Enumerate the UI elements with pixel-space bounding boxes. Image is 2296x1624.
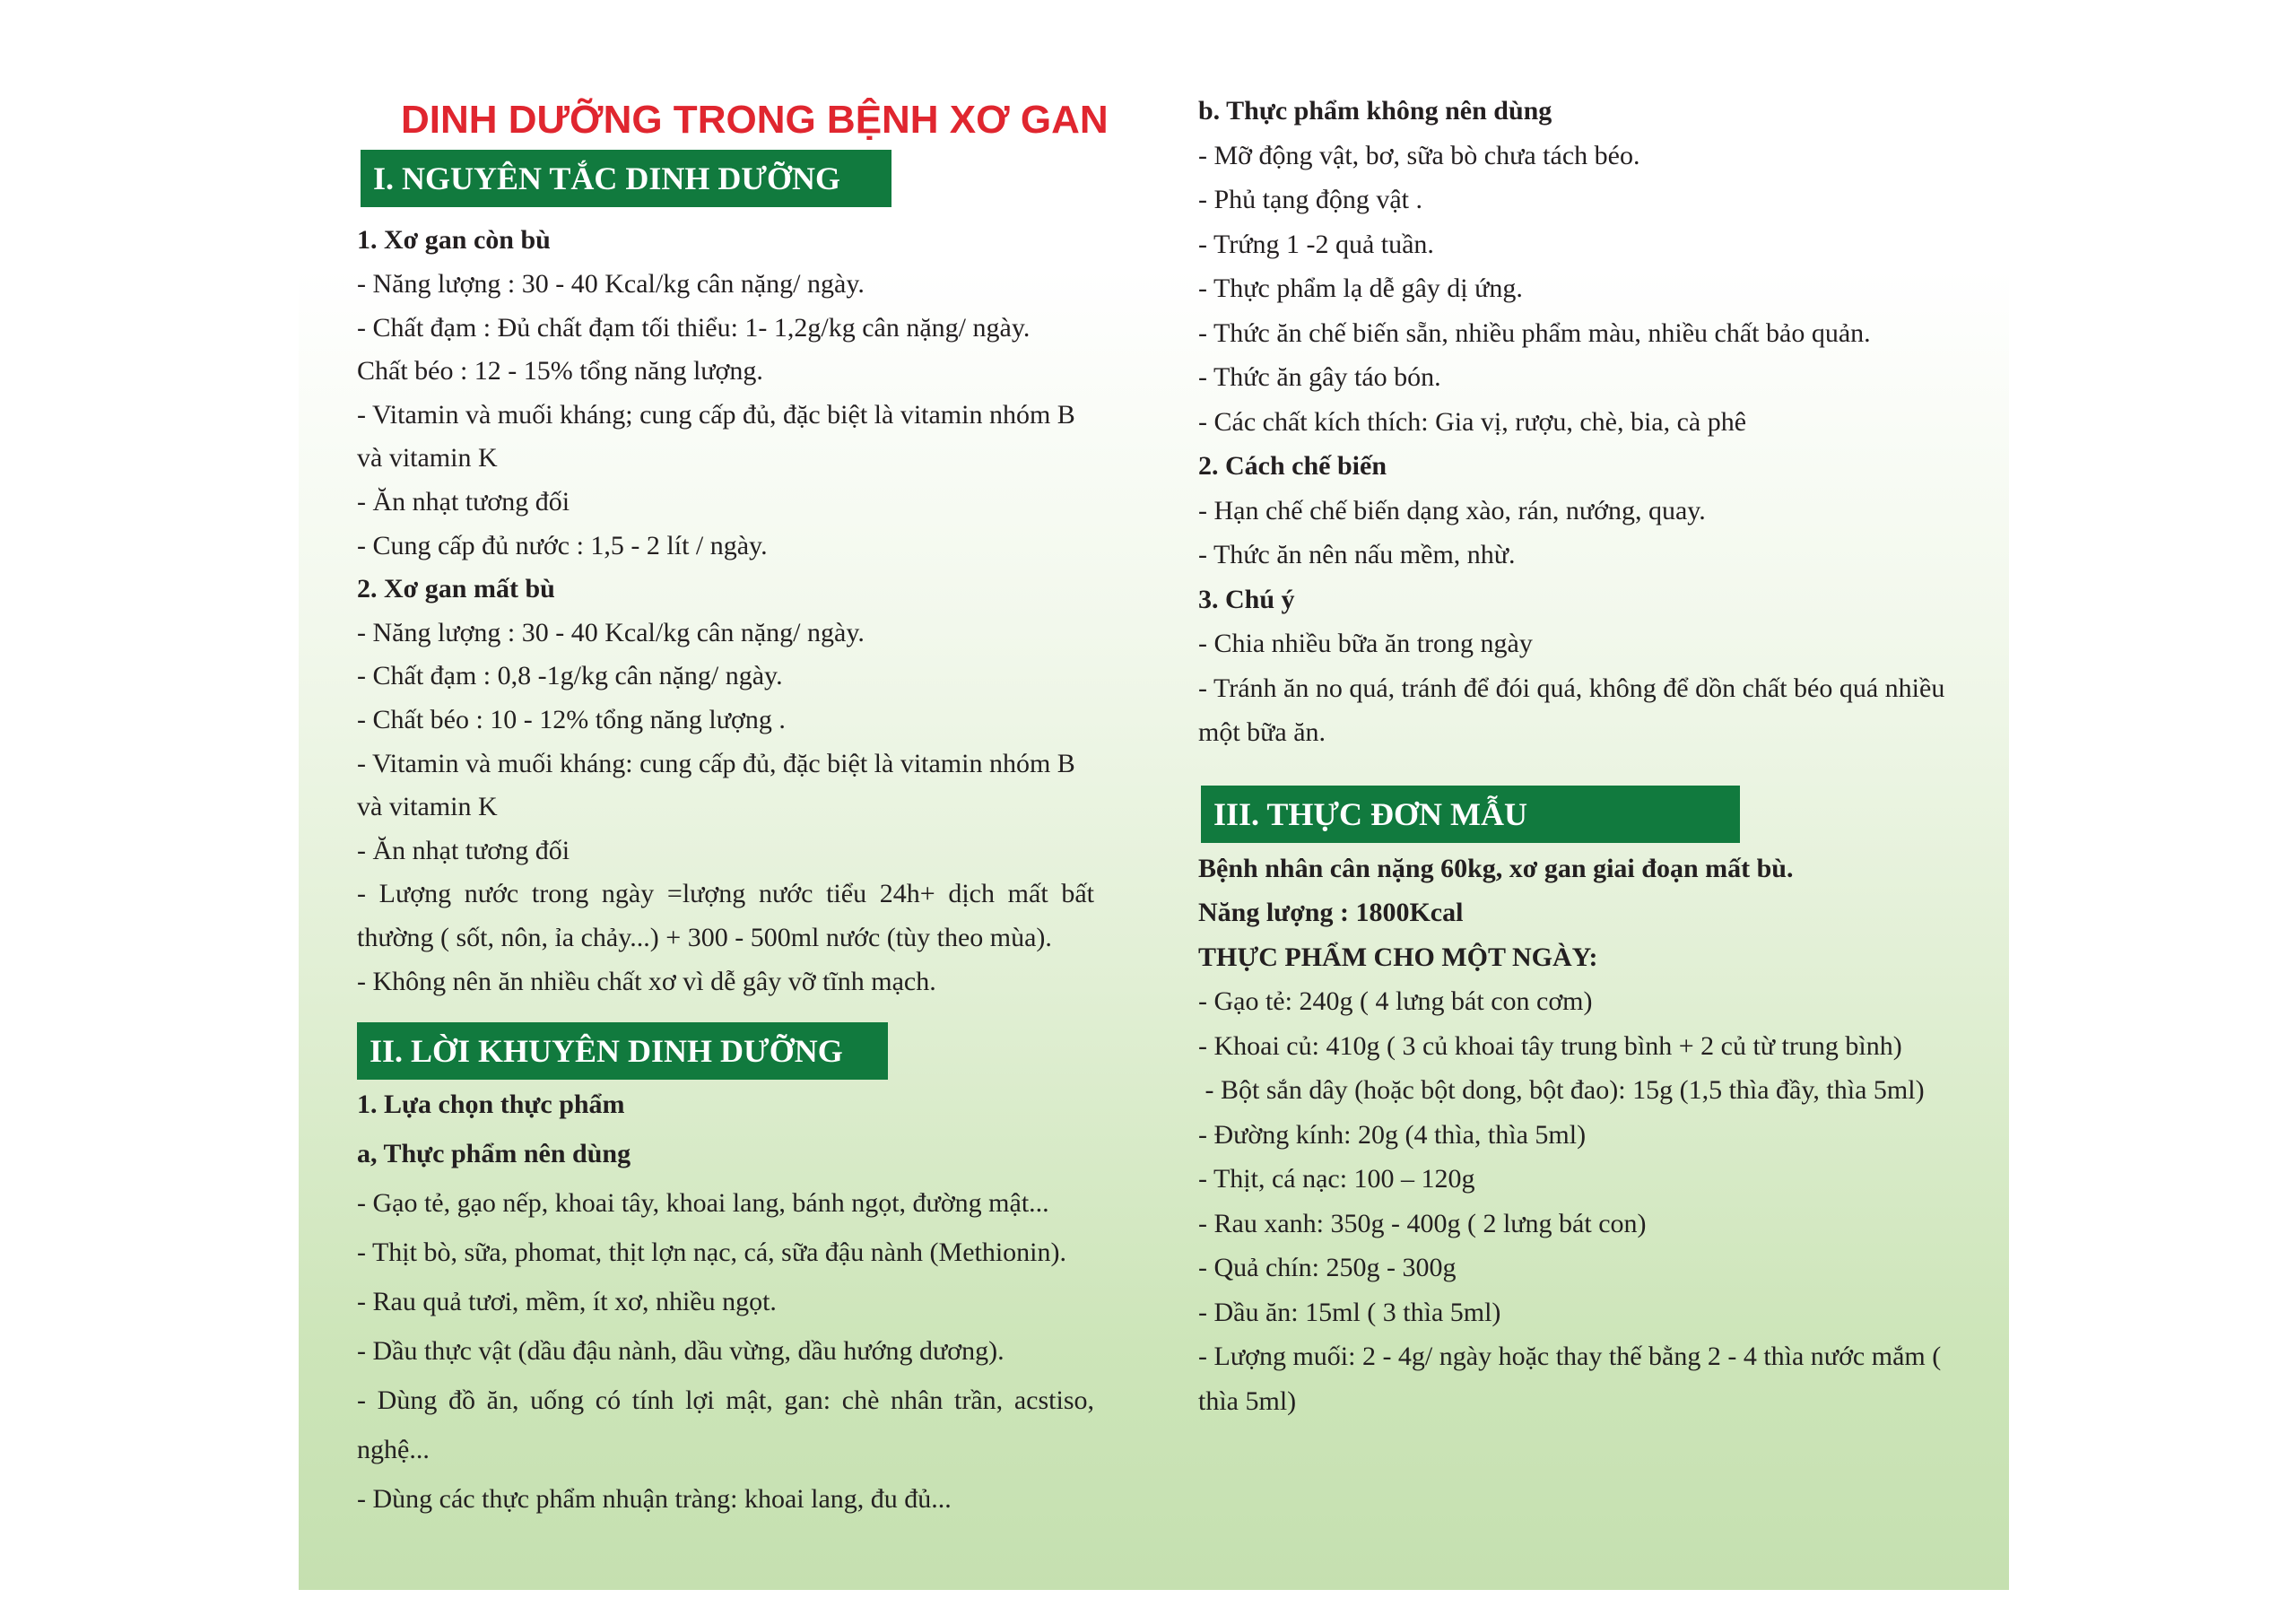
subheading-food-selection: 1. Lựa chọn thực phẩm <box>357 1090 625 1119</box>
text-line: - Trứng 1 -2 quả tuần. <box>1198 230 1434 259</box>
text-line: nghệ... <box>357 1435 430 1464</box>
text-line: và vitamin K <box>357 792 498 821</box>
menu-item: - Bột sắn dây (hoặc bột dong, bột đao): 15g (1,5 thìa đầy, thìa 5ml) <box>1198 1075 1925 1105</box>
menu-patient-description: Bệnh nhân cân nặng 60kg, xơ gan giai đoạn mất bù. <box>1198 854 1794 883</box>
text-line: - Dùng đồ ăn, uống có tính lợi mật, gan: chè nhân trần, acstiso, <box>357 1385 1094 1415</box>
text-line: và vitamin K <box>357 443 498 473</box>
menu-item: - Gạo tẻ: 240g ( 4 lưng bát con cơm) <box>1198 986 1593 1016</box>
text-line: - Ăn nhạt tương đối <box>357 836 570 865</box>
menu-item: thìa 5ml) <box>1198 1386 1297 1416</box>
menu-item: - Rau xanh: 350g - 400g ( 2 lưng bát con) <box>1198 1209 1647 1238</box>
page-title: DINH DƯỠNG TRONG BỆNH XƠ GAN <box>401 98 1109 142</box>
text-line: Chất béo : 12 - 15% tổng năng lượng. <box>357 356 763 386</box>
text-line: - Tránh ăn no quá, tránh để đói quá, không để dồn chất béo quá nhiều <box>1198 673 1945 703</box>
text-line: - Thịt bò, sữa, phomat, thịt lợn nạc, cá, sữa đậu nành (Methionin). <box>357 1238 1067 1267</box>
section-heading-sample-menu: III. THỰC ĐƠN MẪU <box>1201 786 1740 843</box>
text-line: - Rau quả tươi, mềm, ít xơ, nhiều ngọt. <box>357 1287 777 1316</box>
menu-item: - Quả chín: 250g - 300g <box>1198 1253 1457 1282</box>
text-line: - Không nên ăn nhiều chất xơ vì dễ gây vỡ tĩnh mạch. <box>357 967 936 996</box>
text-line: - Năng lượng : 30 - 40 Kcal/kg cân nặng/ ngày. <box>357 269 865 299</box>
subheading-compensated-cirrhosis: 1. Xơ gan còn bù <box>357 225 551 255</box>
section-heading-nutrition-principles: I. NGUYÊN TẮC DINH DƯỠNG <box>361 150 891 207</box>
text-line: một bữa ăn. <box>1198 717 1326 747</box>
text-line: - Dùng các thực phẩm nhuận tràng: khoai lang, đu đủ... <box>357 1484 952 1514</box>
text-line: - Lượng nước trong ngày =lượng nước tiểu 24h+ dịch mất bất <box>357 879 1094 908</box>
text-line: - Chất béo : 10 - 12% tổng năng lượng . <box>357 705 786 734</box>
text-line: - Thức ăn chế biến sẵn, nhiều phẩm màu, nhiều chất bảo quản. <box>1198 318 1871 348</box>
subheading-cooking-method: 2. Cách chế biến <box>1198 451 1387 481</box>
section-heading-nutrition-advice: II. LỜI KHUYÊN DINH DƯỠNG <box>357 1022 888 1080</box>
menu-energy: Năng lượng : 1800Kcal <box>1198 898 1464 927</box>
subheading-decompensated-cirrhosis: 2. Xơ gan mất bù <box>357 574 555 604</box>
text-line: - Hạn chế chế biến dạng xào, rán, nướng, quay. <box>1198 496 1706 525</box>
text-line: - Ăn nhạt tương đối <box>357 487 570 517</box>
menu-daily-foods-heading: THỰC PHẨM CHO MỘT NGÀY: <box>1198 942 1598 972</box>
subheading-foods-to-avoid: b. Thực phẩm không nên dùng <box>1198 96 1552 126</box>
menu-item: - Dầu ăn: 15ml ( 3 thìa 5ml) <box>1198 1298 1501 1327</box>
text-line: - Dầu thực vật (dầu đậu nành, dầu vừng, dầu hướng dương). <box>357 1336 1004 1366</box>
subheading-notes: 3. Chú ý <box>1198 585 1295 614</box>
text-line: - Cung cấp đủ nước : 1,5 - 2 lít / ngày. <box>357 531 768 560</box>
text-line: - Chia nhiều bữa ăn trong ngày <box>1198 629 1533 658</box>
text-line: - Chất đạm : 0,8 -1g/kg cân nặng/ ngày. <box>357 661 783 690</box>
text-line: thường ( sốt, nôn, ỉa chảy...) + 300 - 500ml nước (tùy theo mùa). <box>357 923 1052 952</box>
menu-item: - Thịt, cá nạc: 100 – 120g <box>1198 1164 1475 1194</box>
text-line: - Vitamin và muối kháng; cung cấp đủ, đặc biệt là vitamin nhóm B <box>357 400 1075 430</box>
menu-item: - Lượng muối: 2 - 4g/ ngày hoặc thay thế bằng 2 - 4 thìa nước mắm ( <box>1198 1342 1942 1371</box>
menu-item: - Đường kính: 20g (4 thìa, thìa 5ml) <box>1198 1120 1587 1150</box>
text-line: - Năng lượng : 30 - 40 Kcal/kg cân nặng/ ngày. <box>357 618 865 647</box>
text-line: - Chất đạm : Đủ chất đạm tối thiểu: 1- 1,2g/kg cân nặng/ ngày. <box>357 313 1031 343</box>
text-line: - Vitamin và muối kháng: cung cấp đủ, đặc biệt là vitamin nhóm B <box>357 749 1075 778</box>
text-line: - Thức ăn gây táo bón. <box>1198 362 1441 392</box>
text-line: - Thức ăn nên nấu mềm, nhừ. <box>1198 540 1516 569</box>
menu-item: - Khoai củ: 410g ( 3 củ khoai tây trung bình + 2 củ từ trung bình) <box>1198 1031 1902 1061</box>
text-line: - Thực phẩm lạ dễ gây dị ứng. <box>1198 274 1523 303</box>
text-line: - Các chất kích thích: Gia vị, rượu, chè, bia, cà phê <box>1198 407 1747 437</box>
text-line: - Phủ tạng động vật . <box>1198 185 1422 214</box>
text-line: - Gạo tẻ, gạo nếp, khoai tây, khoai lang, bánh ngọt, đường mật... <box>357 1188 1049 1218</box>
text-line: - Mỡ động vật, bơ, sữa bò chưa tách béo. <box>1198 141 1640 170</box>
subheading-recommended-foods: a, Thực phẩm nên dùng <box>357 1139 631 1168</box>
